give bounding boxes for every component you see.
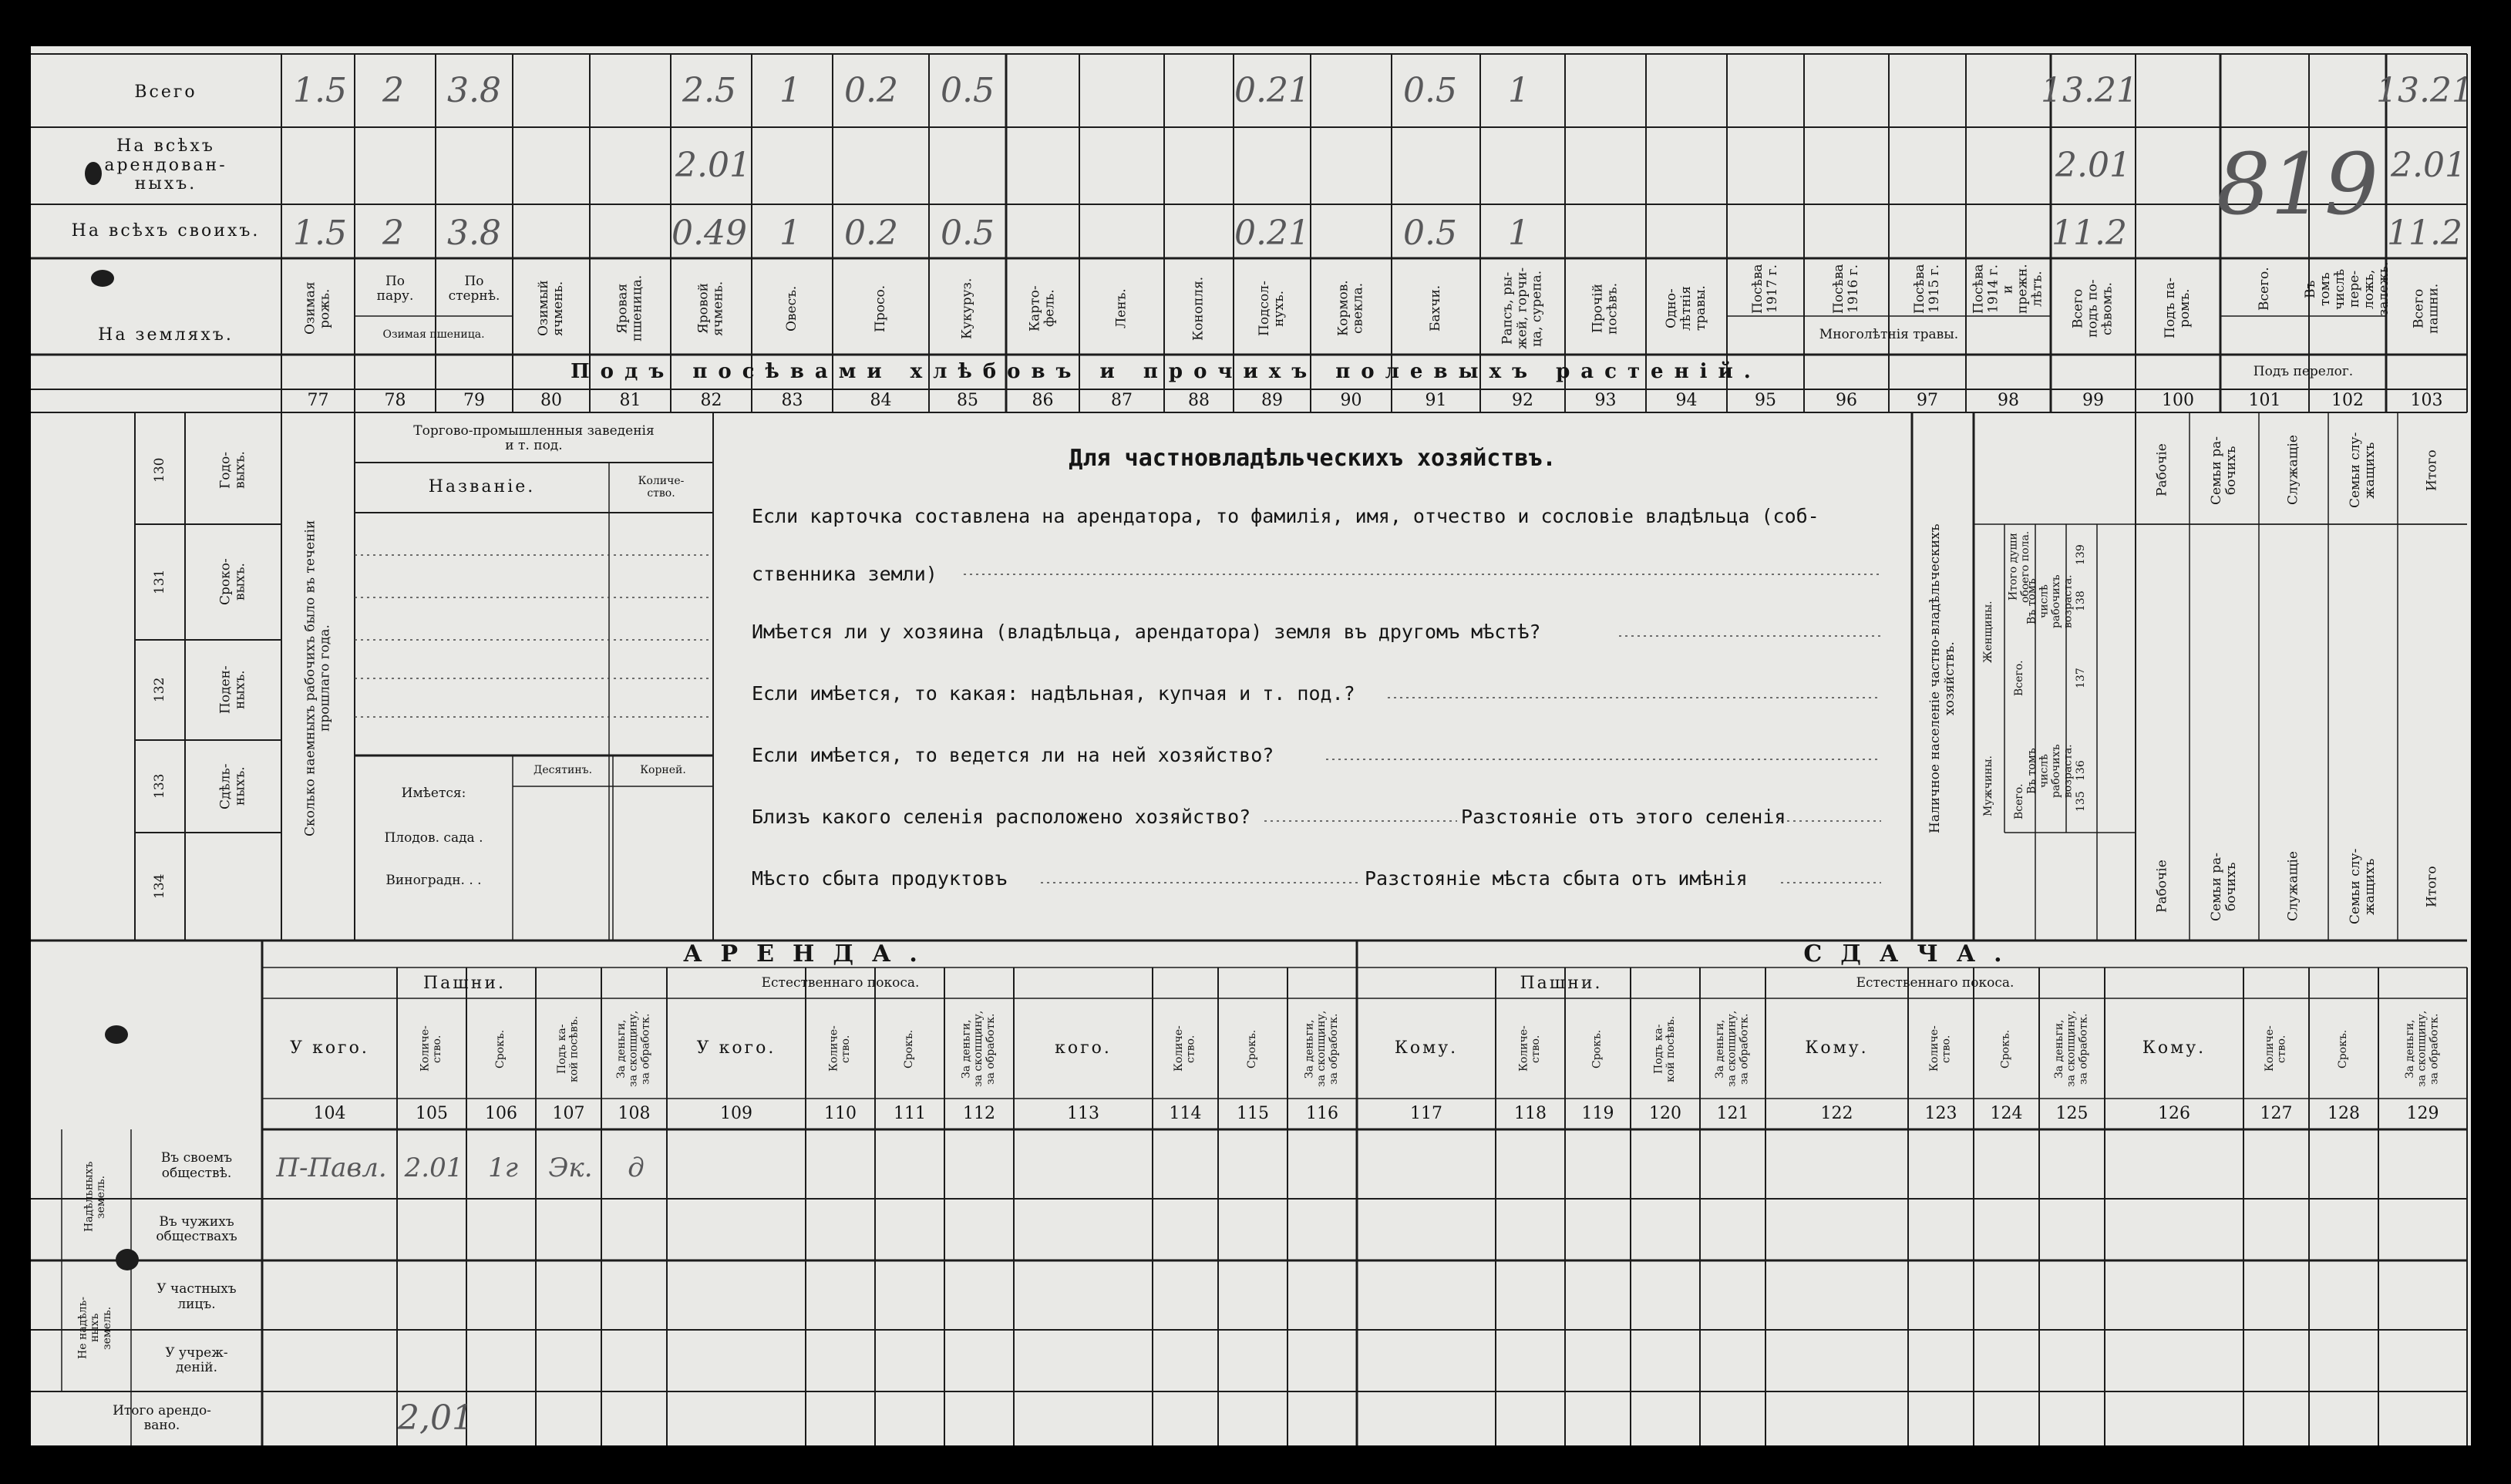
trade-qty-header: Количе- ство. [638,474,685,500]
rent-header: За деньги, за скопщину, за обработк. [960,1010,997,1088]
handwritten-value: 1 [1508,71,1530,111]
rent-header: Количе- ство. [1517,1025,1542,1072]
header-arenda: АРЕНДА. [683,941,936,968]
question-q5b: Разстояніе отъ этого селенія [1461,806,1786,828]
column-number: 77 [307,390,329,410]
handwritten-value: 2,01 [398,1398,473,1439]
crop-header: Озимая рожь. [302,281,333,335]
column-number: 133 [151,773,167,799]
column-number: 93 [1594,390,1617,410]
rent-header: Срокъ. [1999,1029,2012,1068]
column-number: 110 [824,1103,857,1123]
worker-type: Сдѣль- ныхъ. [217,763,248,809]
column-number: 131 [151,569,167,595]
rent-header: За деньги, за скопщину, за обработк. [614,1010,652,1088]
column-number: 124 [1990,1103,2023,1123]
handwritten-value: д [628,1152,645,1183]
question-q2: Имѣется ли у хозяина (владѣльца, арендатора) земля въ другомъ мѣстѣ? [752,621,1541,643]
column-number: 92 [1512,390,1533,410]
header-pashni: Пашни. [422,973,507,993]
rent-header: Кому. [1394,1038,1459,1058]
rent-header: кого. [1055,1038,1112,1058]
column-number: 82 [700,390,722,410]
rent-header: За деньги, за скопщину, за обработк. [2403,1010,2441,1088]
column-number: 129 [2406,1103,2439,1123]
right-col-header: Итого [2424,449,2440,491]
question-q1b: ственника земли) [752,563,937,585]
column-number: 111 [894,1103,926,1123]
has-label: Имѣется: [401,786,466,802]
column-number: 96 [1836,390,1857,410]
column-number: 113 [1067,1103,1099,1123]
column-number: 132 [151,677,167,703]
crop-header: Прочій посѣвъ. [1590,282,1621,335]
question-q6b: Разстояніе мѣста сбыта отъ имѣнія [1365,867,1748,890]
right-col-header: Семьи ра- бочихъ [2208,436,2239,505]
column-number: 121 [1716,1103,1749,1123]
population-subheader: Итого души обоего пола. [2007,530,2031,603]
crop-header: Подсол- нухъ. [1256,281,1287,336]
column-number: 112 [963,1103,995,1123]
column-number: 123 [1924,1103,1957,1123]
allotment-label: Надѣльныхъ земель. [82,1161,107,1233]
rent-header: Срокъ. [903,1029,916,1068]
column-number: 127 [2260,1103,2293,1123]
column-number: 109 [720,1103,752,1123]
question-q4: Если имѣется, то ведется ли на ней хозяйство? [752,744,1274,766]
column-number: 85 [957,390,978,410]
right-col-header: Служащіе [2285,851,2301,922]
right-col-header: Рабочіе [2154,860,2170,914]
crop-header: Ленъ. [1113,288,1129,328]
column-number: 81 [619,390,641,410]
handwritten-value: 1г [488,1152,518,1183]
trade-title: Торгово-промышленныя заведенія и т. под. [413,422,655,453]
crop-header: Въ томъ числѣ пере- ложь, залежь. [2302,261,2392,317]
column-number: 107 [552,1103,585,1123]
crop-header: Всего пашни. [2411,283,2442,334]
crop-header: Кормов. свекла. [1335,280,1366,337]
question-q6: Мѣсто сбыта продуктовъ [752,867,1008,890]
column-number: 80 [540,390,562,410]
row-label-rented: На всѣхъ арендован- ныхъ. [104,136,227,194]
rent-header: Подъ ка- кой посѣвъ. [1652,1015,1677,1082]
column-number: 120 [1649,1103,1681,1123]
column-number: 116 [1306,1103,1338,1123]
population-subheader: Въ томъ числѣ рабочихъ возраста. [2025,574,2075,628]
column-number: 99 [2082,390,2104,410]
worker-type: Сроко- выхъ. [217,558,248,606]
census-card [31,46,2471,1445]
rent-header: Срокъ. [1246,1029,1259,1068]
right-col-header: Рабочіе [2154,443,2170,497]
column-number: 125 [2055,1103,2089,1123]
desyatin-header: Десятинъ. [533,764,593,777]
handwritten-value: 2.01 [404,1152,463,1183]
handwritten-value: 0.5 [941,71,995,111]
column-number: 106 [485,1103,517,1123]
header-winter-wheat: Озимая пшеница. [382,328,485,341]
rent-header: Количе- ство. [1927,1025,1953,1072]
column-number: 101 [2248,390,2281,410]
column-number: 87 [1111,390,1133,410]
row-other-society: Въ чужихъ обществахъ [156,1213,237,1244]
vineyard-label: Виноградн. . . [385,872,482,888]
column-number: 89 [1261,390,1283,410]
question-q5: Близъ какого селенія расположено хозяйство? [752,806,1251,828]
handwritten-value: 0.21 [1234,71,1310,111]
rent-header: Срокъ. [494,1029,507,1068]
row-own-society: Въ своемъ обществѣ. [160,1150,233,1181]
column-number: 104 [313,1103,346,1123]
handwritten-value: 2.5 [682,71,736,111]
handwritten-value: 13.21 [2376,71,2473,111]
column-number: 138 [2075,591,2088,612]
column-number: 128 [2328,1103,2360,1123]
handwritten-value: 2.01 [2055,146,2131,186]
handwritten-value: 1.5 [293,71,347,111]
column-number: 139 [2075,544,2088,566]
column-number: 100 [2162,390,2194,410]
handwritten-value: 0.49 [672,213,747,253]
handwritten-value: П-Павл. [276,1152,387,1183]
rent-header: За деньги, за скопщину, за обработк. [1303,1010,1340,1088]
population-title: Наличное населеніе частно-владѣльческихъ хозяйствъ. [1927,523,1957,833]
rent-header: Количе- ство. [1172,1025,1197,1072]
column-number: 126 [2158,1103,2190,1123]
column-number: 117 [1410,1103,1442,1123]
crop-header: Конопля. [1190,276,1207,341]
hired-workers-label: Сколько наемныхъ рабочихъ было въ теченіи прошлаго года. [302,520,333,837]
punch-hole [91,270,114,287]
crop-header: Посѣва 1916 г. [1830,264,1861,315]
handwritten-value: 0.21 [1234,213,1310,253]
handwritten-value: Эк. [548,1152,593,1183]
crop-header: Кукуруз. [959,278,975,339]
rent-header: За деньги, за скопщину, за обработк. [2052,1010,2090,1088]
rent-header: У кого. [290,1038,369,1058]
column-number: 105 [416,1103,448,1123]
column-number: 86 [1032,390,1054,410]
crop-header: По пару. [376,273,414,304]
right-col-header: Семьи слу- жащихъ [2347,432,2378,509]
column-number: 136 [2075,760,2088,782]
punch-hole [105,1025,128,1044]
crop-header: По стернѣ. [448,273,500,304]
column-number: 88 [1188,390,1210,410]
crop-header: Яровой ячмень. [695,281,726,336]
crop-header: Всего. [2256,267,2272,311]
non-allotment-label: Не надѣль- ныхъ земель. [76,1297,113,1359]
row-label-own: На всѣхъ своихъ. [71,220,261,241]
header-perennial: Многолѣтнія травы. [1819,326,1959,342]
right-col-header: Семьи слу- жащихъ [2347,848,2378,925]
header-natural-hay: Естественнаго покоса. [1856,975,2015,991]
column-number: 134 [151,873,167,900]
crop-header: Всего подъ по- сѣвомъ. [2070,279,2116,338]
header-fallow: Подъ перелог. [2253,364,2354,380]
private-farms-title: Для частновладѣльческихъ хозяйствъ. [1069,445,1557,473]
handwritten-value: 0.5 [941,213,995,253]
handwritten-value: 1 [779,71,801,111]
handwritten-value: 0.5 [1403,213,1457,253]
rent-header: Количе- ство. [419,1025,443,1072]
crop-header: Овесъ. [783,285,799,331]
column-number: 108 [618,1103,651,1123]
column-number: 137 [2075,668,2088,689]
column-number: 119 [1581,1103,1614,1123]
rent-header: Количе- ство. [827,1025,852,1072]
handwritten-value: 11.2 [2052,213,2127,253]
question-q1: Если карточка составлена на арендатора, то фамилія, имя, отчество и сословіе владѣльца (соб- [752,505,1819,527]
header-natural-hay: Естественнаго покоса. [761,975,920,991]
handwritten-value: 0.5 [1403,71,1457,111]
column-number: 114 [1169,1103,1202,1123]
women-label: Женщины. [1982,601,1995,664]
punch-hole [85,162,102,185]
worker-type: Годо- выхъ. [217,451,248,490]
column-number: 102 [2331,390,2364,410]
handwritten-value: 3.8 [447,71,501,111]
rent-header: Количе- ство. [2263,1025,2288,1072]
row-total-rented: Итого арендо- вано. [113,1402,211,1433]
population-subheader: Въ томъ числѣ рабочихъ возраста. [2025,744,2075,798]
rent-header: У кого. [696,1038,776,1058]
column-number: 91 [1425,390,1447,410]
rent-header: Срокъ. [2337,1029,2350,1068]
column-number: 135 [2075,791,2088,813]
column-number: 103 [2410,390,2443,410]
crop-header: Подъ па- ромъ. [2162,278,2193,339]
handwritten-value: 2 [382,71,404,111]
handwritten-value: 1.5 [293,213,347,253]
punch-hole [116,1249,139,1270]
handwritten-value: 1 [779,213,801,253]
row-label-total: Всего [134,82,197,102]
handwritten-value: 0.2 [844,71,898,111]
header-pashni: Пашни. [1520,973,1603,993]
column-number: 115 [1237,1103,1269,1123]
rent-header: Кому. [1805,1038,1869,1058]
column-number: 122 [1820,1103,1853,1123]
population-subheader: Всего. [2013,783,2026,820]
handwritten-value: 2.01 [675,146,751,186]
row-label-lands: На земляхъ. [98,325,234,345]
column-number: 95 [1755,390,1776,410]
roots-header: Корней. [640,764,686,777]
column-number: 83 [781,390,803,410]
right-col-header: Служащіе [2285,435,2301,506]
row-institutions: У учреж- деній. [165,1344,228,1375]
crop-header: Яровая пшеница. [614,274,645,342]
rent-header: Срокъ. [1590,1029,1604,1068]
rent-header: За деньги, за скопщину, за обработк. [1713,1010,1751,1088]
right-col-header: Семьи ра- бочихъ [2208,852,2239,921]
rent-header: Подъ ка- кой посѣвъ. [555,1015,581,1082]
question-q3: Если имѣется, то какая: надѣльная, купчая и т. под.? [752,682,1355,705]
handwritten-value: 2 [382,213,404,253]
column-number: 84 [870,390,892,410]
crop-header: Карто- фель. [1027,285,1058,331]
right-col-header: Итого [2424,866,2440,907]
population-subheader: Всего. [2013,660,2026,697]
header-sdacha: СДАЧА. [1803,941,2021,968]
row-private: У частныхъ лицъ. [157,1281,237,1312]
column-number: 130 [151,457,167,483]
column-number: 94 [1675,390,1698,410]
column-number: 90 [1340,390,1362,410]
crop-header: Посѣва 1914 г. и прежн. лѣтъ. [1971,264,2045,315]
trade-name-header: Названіе. [428,477,536,497]
orchard-label: Плодов. сада . [384,829,483,846]
handwritten-value: 13.21 [2041,71,2138,111]
handwritten-value: 11.2 [2387,213,2462,253]
banner-sown: Подъ посѣвами хлѣбовъ и прочихъ полевыхъ растеній. [571,360,1762,384]
worker-type: Поден- ныхъ. [217,665,248,715]
rent-header: Кому. [2142,1038,2206,1058]
handwritten-value: 0.2 [844,213,898,253]
men-label: Мужчины. [1982,755,1995,817]
crop-header: Просо. [872,284,888,332]
column-number: 118 [1514,1103,1547,1123]
crop-header: Озимый ячмень. [535,280,566,337]
handwritten-value: 2.01 [2391,146,2466,186]
crop-header: Бахчи. [1427,284,1443,332]
crop-header: Рапсъ, ры- жей, горчи- ца, сурепа. [1500,267,1545,350]
crop-header: Посѣва 1915 г. [1911,264,1942,315]
handwritten-mark: 819 [2216,135,2378,234]
column-number: 79 [463,390,485,410]
column-number: 78 [384,390,406,410]
crop-header: Посѣва 1917 г. [1749,264,1780,315]
column-number: 97 [1917,390,1938,410]
handwritten-value: 3.8 [447,213,501,253]
handwritten-value: 1 [1508,213,1530,253]
crop-header: Одно- лѣтнія травы. [1663,285,1709,331]
column-number: 98 [1998,390,2019,410]
